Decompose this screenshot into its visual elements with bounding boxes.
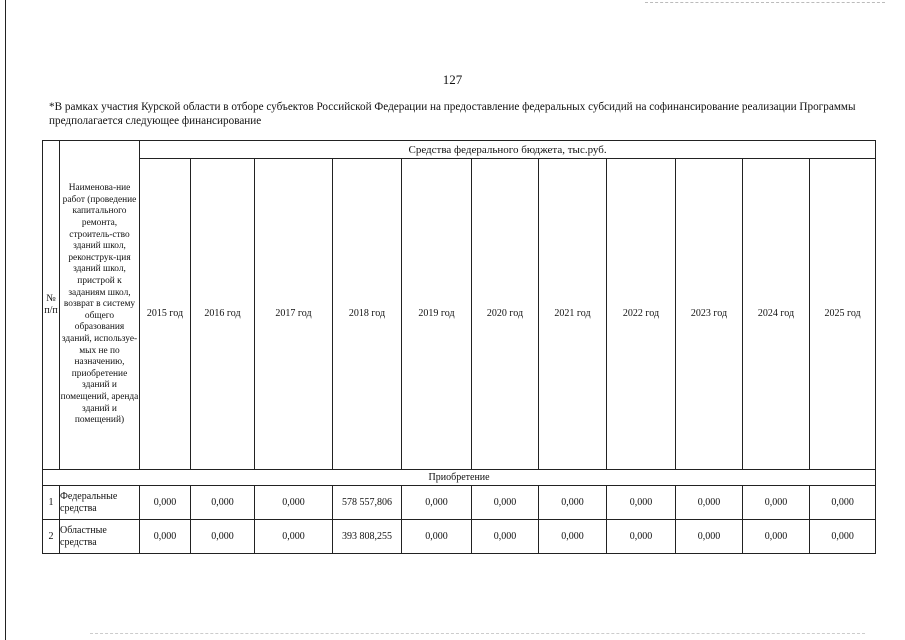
- row-number: 1: [43, 486, 60, 520]
- row-value: 0,000: [402, 520, 472, 554]
- row-value: 0,000: [255, 486, 333, 520]
- scan-artifact-bottom: [90, 633, 865, 634]
- row-value: 0,000: [539, 486, 607, 520]
- year-header: 2017 год: [255, 159, 333, 470]
- year-header: 2024 год: [743, 159, 810, 470]
- year-header: 2021 год: [539, 159, 607, 470]
- row-value: 0,000: [607, 520, 676, 554]
- year-header-row: [43, 159, 876, 470]
- year-header: 2020 год: [472, 159, 539, 470]
- table-row: [43, 520, 876, 554]
- year-header: 2016 год: [191, 159, 255, 470]
- row-label: Областные средства: [60, 520, 140, 554]
- row-value: 0,000: [743, 486, 810, 520]
- row-value: 0,000: [676, 486, 743, 520]
- row-value: 0,000: [255, 520, 333, 554]
- row-value: 578 557,806: [333, 486, 402, 520]
- row-value: 0,000: [676, 520, 743, 554]
- financing-table: [42, 140, 876, 554]
- row-value: 0,000: [810, 520, 876, 554]
- header-work-name: Наименова-ние работ (проведение капитального ремонта, строитель-ство зданий школ, реконструк-ция зданий школ, пристрой к заданиям школ, возврат в систему общего образования зданий, используе-мых не по назначению, приобретение зданий и помещений, аренда зданий и помещений): [60, 141, 140, 470]
- year-header: 2025 год: [810, 159, 876, 470]
- row-value: 0,000: [140, 520, 191, 554]
- row-value: 0,000: [607, 486, 676, 520]
- year-header: 2023 год: [676, 159, 743, 470]
- row-value: 0,000: [743, 520, 810, 554]
- row-value: 0,000: [539, 520, 607, 554]
- row-value: 0,000: [810, 486, 876, 520]
- page-left-border: [5, 0, 6, 640]
- page-number: 127: [442, 72, 463, 87]
- row-number: 2: [43, 520, 60, 554]
- row-value: 0,000: [472, 486, 539, 520]
- intro-paragraph: *В рамках участия Курской области в отборе субъектов Российской Федерации на предоставление федеральных субсидий на софинансирование реализации Программы предполагается следующее финансирование: [49, 101, 856, 127]
- year-header: 2018 год: [333, 159, 402, 470]
- row-value: 0,000: [402, 486, 472, 520]
- row-value: 393 808,255: [333, 520, 402, 554]
- header-federal-budget: Средства федерального бюджета, тыс.руб.: [140, 141, 876, 159]
- row-value: 0,000: [472, 520, 539, 554]
- table-row: [43, 486, 876, 520]
- row-value: 0,000: [191, 520, 255, 554]
- row-label: Федеральные средства: [60, 486, 140, 520]
- year-header: 2019 год: [402, 159, 472, 470]
- section-title: Приобретение: [43, 470, 876, 486]
- year-header: 2022 год: [607, 159, 676, 470]
- row-value: 0,000: [140, 486, 191, 520]
- header-number: № п/п: [43, 141, 60, 470]
- scan-artifact-top: [645, 2, 885, 3]
- row-value: 0,000: [191, 486, 255, 520]
- year-header: 2015 год: [140, 159, 191, 470]
